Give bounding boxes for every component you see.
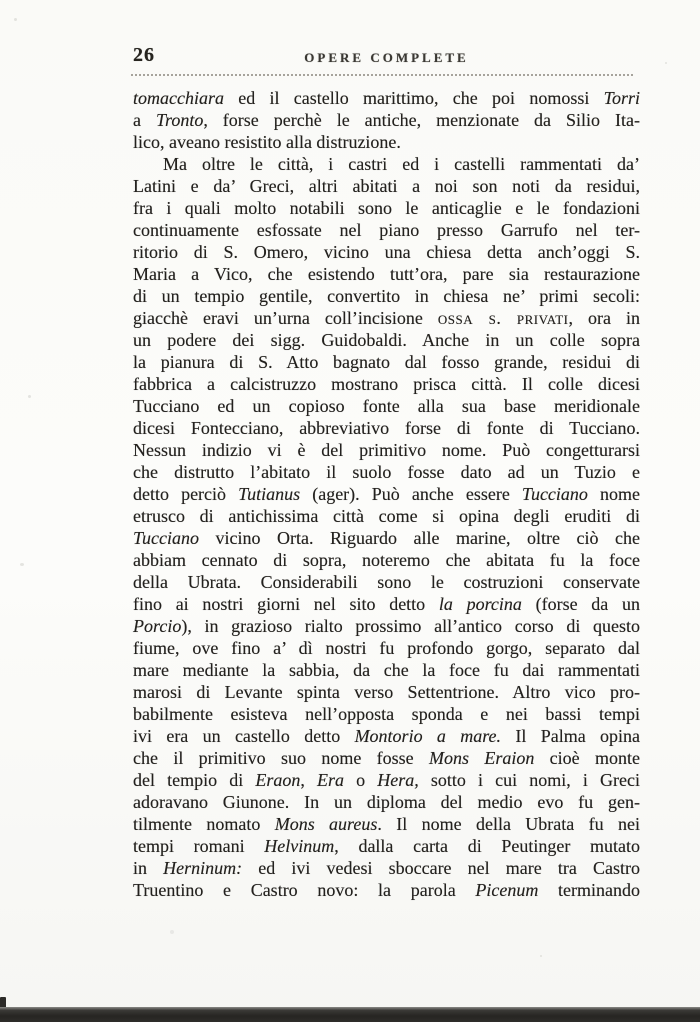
body-text-segment: fino ai nostri giorni nel sito detto <box>133 594 439 614</box>
text-line <box>133 527 640 549</box>
text-line <box>133 329 640 351</box>
body-text-segment: ivi era un castello detto <box>133 726 355 746</box>
body-text-segment: , forse perchè le antiche, menzionate da Silio Ita- <box>203 110 640 130</box>
text-line <box>133 549 640 571</box>
text-line <box>133 263 640 285</box>
body-text-segment: vicino Orta. Riguardo alle marine, oltre ciò che <box>199 528 640 548</box>
text-line <box>133 417 640 439</box>
body-text-segment: fiume, ove fino a’ dì nostri fu profondo gorgo, separato dal <box>133 638 640 658</box>
body-text-segment: sotto i cui nomi, i Greci <box>418 770 641 790</box>
italic-text: Torri <box>603 88 640 108</box>
text-line <box>133 109 640 131</box>
scan-speck <box>14 18 17 21</box>
text-line <box>133 615 640 637</box>
body-text-segment: Il Palma opina <box>501 726 640 746</box>
body-text-segment: o <box>344 770 378 790</box>
body-text-segment: ed ivi vedesi sboccare nel mare tra Castro <box>242 858 640 878</box>
text-line <box>133 637 640 659</box>
body-text-segment: tilmente nomato <box>133 814 275 834</box>
scan-speck <box>540 955 542 957</box>
text-line <box>133 439 640 461</box>
page-number: 26 <box>133 44 155 66</box>
text-line <box>133 747 640 769</box>
body-text-segment: , ora in <box>568 308 640 328</box>
text-line <box>133 175 640 197</box>
text-line <box>133 571 640 593</box>
text-line <box>133 681 640 703</box>
scan-speck <box>20 563 24 566</box>
scan-speck <box>307 127 309 129</box>
body-text-segment: marosi di Levante spinta verso Settentrione. Altro vico pro- <box>133 682 640 702</box>
italic-text: Picenum <box>475 880 539 900</box>
scan-speck <box>28 395 31 398</box>
italic-text: Tronto <box>155 110 204 130</box>
italic-text: Mons Eraion <box>429 748 535 768</box>
italic-text: la porcina <box>438 594 522 614</box>
body-text-segment: , <box>300 770 318 790</box>
body-text-segment: adoravano Giunone. In un diploma del medio evo fu gen- <box>133 792 640 812</box>
page-bottom-edge <box>0 1007 700 1022</box>
body-text-segment: detto perciò <box>133 484 239 504</box>
italic-text: Tucciano <box>133 528 199 548</box>
header-divider <box>131 70 633 76</box>
body-text-segment: la pianura di S. Atto bagnato dal fosso grande, residui di <box>133 352 640 372</box>
scan-speck <box>665 62 667 64</box>
body-text-segment: un podere dei sigg. Guidobaldi. Anche in un colle sopra <box>133 330 640 350</box>
scan-speck <box>170 930 174 934</box>
text-line <box>133 285 640 307</box>
body-text-segment: in <box>133 858 164 878</box>
text-line <box>133 483 640 505</box>
body-text-segment: che distrutto l’abitato il suolo fosse dato ad un Tuzio e <box>133 462 640 482</box>
text-line <box>133 835 640 857</box>
smallcaps-text: ossa s. privati <box>437 308 569 328</box>
italic-text: Montorio a mare. <box>354 726 502 746</box>
body-text-segment: babilmente esisteva nell’opposta sponda e nei bassi tempi <box>133 704 640 724</box>
italic-text: Helvinum <box>264 836 335 856</box>
body-text-segment: mare mediante la sabbia, da che la foce fu dai rammentati <box>133 660 640 680</box>
body-text <box>133 87 640 901</box>
italic-text: tomacchiara <box>133 88 224 108</box>
body-text-segment: cioè monte <box>534 748 640 768</box>
text-line <box>133 219 640 241</box>
body-text-segment: tempi romani <box>133 836 265 856</box>
italic-text: Era <box>317 770 345 790</box>
text-line <box>133 241 640 263</box>
body-text-segment: Nessun indizio vi è del primitivo nome. Può congetturarsi <box>133 440 640 460</box>
body-text-segment: Maria a Vico, che esistendo tutt’ora, pare sia restaurazione <box>133 264 640 284</box>
body-text-segment: dicesi Fontecciano, abbreviativo forse di fonte di Tucciano. <box>133 418 640 438</box>
text-line <box>133 153 640 175</box>
text-line <box>133 879 640 901</box>
body-text-segment: della Ubrata. Considerabili sono le costruzioni conservate <box>133 572 640 592</box>
italic-text: Herninum: <box>163 858 243 878</box>
italic-text: Hera, <box>377 770 419 790</box>
text-line <box>133 813 640 835</box>
text-line <box>133 703 640 725</box>
text-line <box>133 593 640 615</box>
italic-text: Eraon <box>255 770 301 790</box>
italic-text: Mons aureus <box>274 814 378 834</box>
body-text-segment: lico, aveano resistito alla distruzione. <box>133 132 401 152</box>
body-text-segment: Latini e da’ Greci, altri abitati a noi son noti da residui, <box>133 176 640 196</box>
text-line <box>133 351 640 373</box>
text-line <box>133 131 640 153</box>
text-line <box>133 395 640 417</box>
text-line <box>133 725 640 747</box>
body-text-segment: etrusco di antichissima città come si opina degli eruditi di <box>133 506 640 526</box>
body-text-segment: fabbrica a calcistruzzo mostrano prisca città. Il colle dicesi <box>133 374 640 394</box>
body-text-segment: Truentino e Castro novo: la parola <box>133 880 476 900</box>
text-line <box>133 659 640 681</box>
body-text-segment: che il primitivo suo nome fosse <box>133 748 429 768</box>
body-text-segment: giacchè eravi un’urna coll’incisione <box>133 308 438 328</box>
body-text-segment: , dalla carta di Peutinger mutato <box>334 836 640 856</box>
body-text-segment: abbiam cennato di sopra, noteremo che abitata fu la foce <box>133 550 640 570</box>
text-line <box>133 87 640 109</box>
text-line <box>133 769 640 791</box>
body-text-segment: (forse da un <box>521 594 640 614</box>
body-text-segment: . Il nome della Ubrata fu nei <box>377 814 640 834</box>
body-text-segment: (ager). Può anche essere <box>300 484 522 504</box>
body-text-segment: terminando <box>538 880 640 900</box>
body-text-segment: continuamente esfossate nel piano presso Garrufo nel ter- <box>133 220 640 240</box>
text-line <box>133 505 640 527</box>
text-line <box>133 857 640 879</box>
body-text-segment: Tucciano ed un copioso fonte alla sua base meridionale <box>133 396 640 416</box>
text-line <box>133 307 640 329</box>
italic-text: Tucciano <box>521 484 588 504</box>
text-line <box>133 791 640 813</box>
body-text-segment: Ma oltre le città, i castri ed i castelli rammentati da’ <box>163 154 640 174</box>
body-text-segment: di un tempio gentile, convertito in chiesa ne’ primi secoli: <box>133 286 640 306</box>
body-text-segment: fra i quali molto notabili sono le anticaglie e le fondazioni <box>133 198 640 218</box>
running-title: OPERE COMPLETE <box>304 50 469 65</box>
body-text-segment: a <box>133 110 156 130</box>
text-line <box>133 461 640 483</box>
italic-text: Tutianus <box>238 484 301 504</box>
body-text-segment: nome <box>587 484 640 504</box>
body-text-segment: ritorio di S. Omero, vicino una chiesa detta anch’oggi S. <box>133 242 640 262</box>
body-text-segment: ), in grazioso rialto prossimo all’antico corso di questo <box>181 616 640 636</box>
text-line <box>133 373 640 395</box>
italic-text: Porcio <box>133 616 182 636</box>
text-line <box>133 197 640 219</box>
body-text-segment: ed il castello marittimo, che poi nomossi <box>223 88 604 108</box>
body-text-segment: del tempio di <box>133 770 256 790</box>
